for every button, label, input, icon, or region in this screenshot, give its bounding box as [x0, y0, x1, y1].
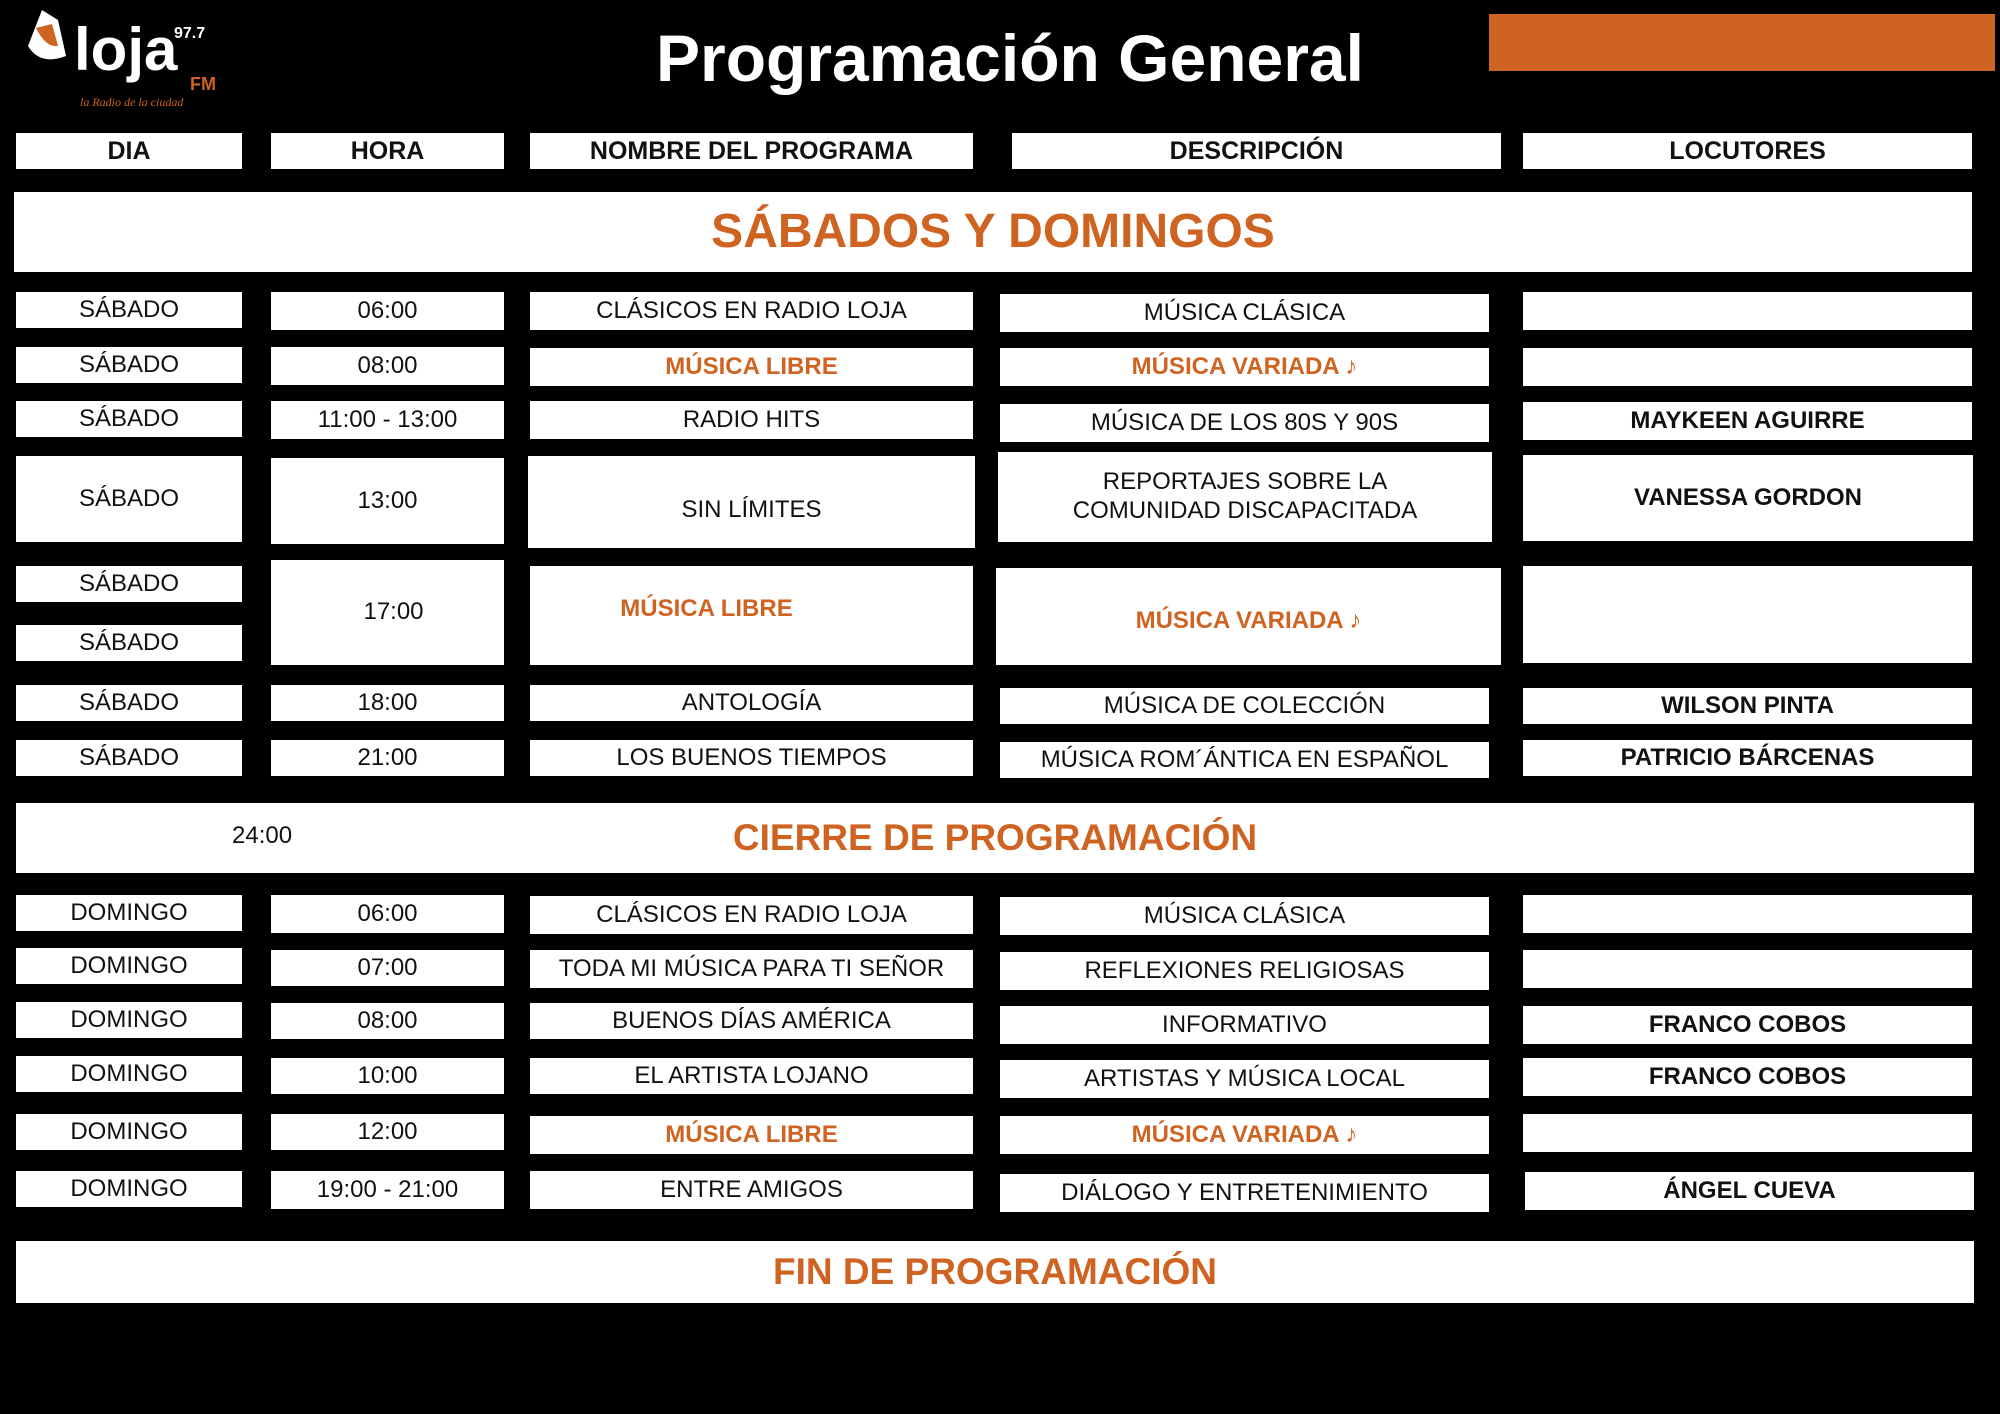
row-descripcion: ARTISTAS Y MÚSICA LOCAL — [1000, 1060, 1489, 1098]
row-dia: DOMINGO — [16, 895, 242, 931]
row-locutor — [1523, 348, 1972, 386]
cierre-banner: CIERRE DE PROGRAMACIÓN — [16, 803, 1974, 873]
logo-tagline: la Radio de la ciudad — [80, 95, 184, 109]
page-title: Programación General — [656, 21, 1364, 95]
row-locutor — [1523, 1114, 1972, 1152]
row-dia: SÁBADO — [16, 401, 242, 437]
row-hora: 21:00 — [271, 740, 504, 776]
row-hora: 17:00 — [271, 560, 504, 665]
row-descripcion: REFLEXIONES RELIGIOSAS — [1000, 952, 1489, 990]
row-locutor: FRANCO COBOS — [1523, 1058, 1972, 1096]
row-descripcion: MÚSICA DE LOS 80S Y 90S — [1000, 404, 1489, 442]
fin-banner: FIN DE PROGRAMACIÓN — [16, 1241, 1974, 1303]
row-descripcion: DIÁLOGO Y ENTRETENIMIENTO — [1000, 1174, 1489, 1212]
row-dia: SÁBADO — [16, 740, 242, 776]
row-dia: DOMINGO — [16, 1171, 242, 1207]
row-hora: 08:00 — [271, 1003, 504, 1039]
row-dia: SÁBADO — [16, 685, 242, 721]
row-locutor — [1523, 895, 1972, 933]
row-dia: SÁBADO — [16, 566, 242, 602]
row-locutor — [1523, 950, 1972, 988]
row-locutor — [1523, 292, 1972, 330]
row-descripcion: MÚSICA VARIADA ♪ — [996, 568, 1501, 665]
row-programa: CLÁSICOS EN RADIO LOJA — [530, 292, 973, 330]
row-dia: DOMINGO — [16, 1114, 242, 1150]
row-descripcion: MÚSICA VARIADA ♪ — [1000, 1116, 1489, 1154]
row-programa: BUENOS DÍAS AMÉRICA — [530, 1003, 973, 1039]
row-hora: 18:00 — [271, 685, 504, 721]
row-programa: MÚSICA LIBRE — [530, 348, 973, 386]
radio-loja-logo — [22, 6, 222, 110]
row-descripcion: MÚSICA ROM´ÁNTICA EN ESPAÑOL — [1000, 742, 1489, 778]
row-dia: DOMINGO — [16, 948, 242, 984]
row-dia: DOMINGO — [16, 1002, 242, 1038]
row-descripcion: MÚSICA VARIADA ♪ — [1000, 348, 1489, 386]
row-locutor: FRANCO COBOS — [1523, 1006, 1972, 1044]
row-programa: TODA MI MÚSICA PARA TI SEÑOR — [530, 950, 973, 988]
row-dia: SÁBADO — [16, 292, 242, 328]
row-dia: SÁBADO — [16, 456, 242, 542]
header-programa: NOMBRE DEL PROGRAMA — [530, 133, 973, 169]
row-hora: 13:00 — [271, 458, 504, 544]
row-descripcion: INFORMATIVO — [1000, 1006, 1489, 1044]
row-programa: ENTRE AMIGOS — [530, 1171, 973, 1209]
row-hora: 06:00 — [271, 292, 504, 330]
row-hora: 07:00 — [271, 950, 504, 986]
row-hora: 06:00 — [271, 895, 504, 933]
row-descripcion: MÚSICA CLÁSICA — [1000, 897, 1489, 935]
header-descripcion: DESCRIPCIÓN — [1012, 133, 1501, 169]
row-descripcion: REPORTAJES SOBRE LA COMUNIDAD DISCAPACITADA — [998, 452, 1492, 542]
header-dia: DIA — [16, 133, 242, 169]
row-descripcion: MÚSICA CLÁSICA — [1000, 294, 1489, 332]
row-hora: 11:00 - 13:00 — [271, 401, 504, 439]
logo-band: FM — [190, 74, 216, 94]
row-programa: MÚSICA LIBRE — [530, 1116, 973, 1154]
row-programa: CLÁSICOS EN RADIO LOJA — [530, 896, 973, 934]
row-locutor: VANESSA GORDON — [1523, 455, 1973, 541]
logo-name: loja — [74, 16, 178, 83]
cierre-time: 24:00 — [232, 822, 293, 849]
decorative-bar — [1489, 14, 1995, 71]
row-programa: RADIO HITS — [530, 401, 973, 439]
header-locutores: LOCUTORES — [1523, 133, 1972, 169]
section-title: SÁBADOS Y DOMINGOS — [14, 192, 1972, 272]
logo-frequency: 97.7 — [174, 25, 206, 42]
row-descripcion: MÚSICA DE COLECCIÓN — [1000, 688, 1489, 724]
header-hora: HORA — [271, 133, 504, 169]
row-locutor: MAYKEEN AGUIRRE — [1523, 402, 1972, 440]
row-locutor: PATRICIO BÁRCENAS — [1523, 740, 1972, 776]
row-programa: MÚSICA LIBRE — [530, 566, 973, 665]
row-programa: EL ARTISTA LOJANO — [530, 1058, 973, 1094]
row-dia: SÁBADO — [16, 625, 242, 661]
row-hora: 08:00 — [271, 347, 504, 385]
row-locutor: WILSON PINTA — [1523, 688, 1972, 724]
row-locutor: ÁNGEL CUEVA — [1525, 1172, 1974, 1210]
row-hora: 19:00 - 21:00 — [271, 1171, 504, 1209]
row-programa: LOS BUENOS TIEMPOS — [530, 740, 973, 776]
row-programa: SIN LÍMITES — [528, 456, 975, 548]
row-hora: 10:00 — [271, 1058, 504, 1094]
row-dia: DOMINGO — [16, 1056, 242, 1092]
row-dia: SÁBADO — [16, 347, 242, 383]
row-locutor — [1523, 566, 1972, 663]
row-hora: 12:00 — [271, 1114, 504, 1150]
row-programa: ANTOLOGÍA — [530, 685, 973, 721]
